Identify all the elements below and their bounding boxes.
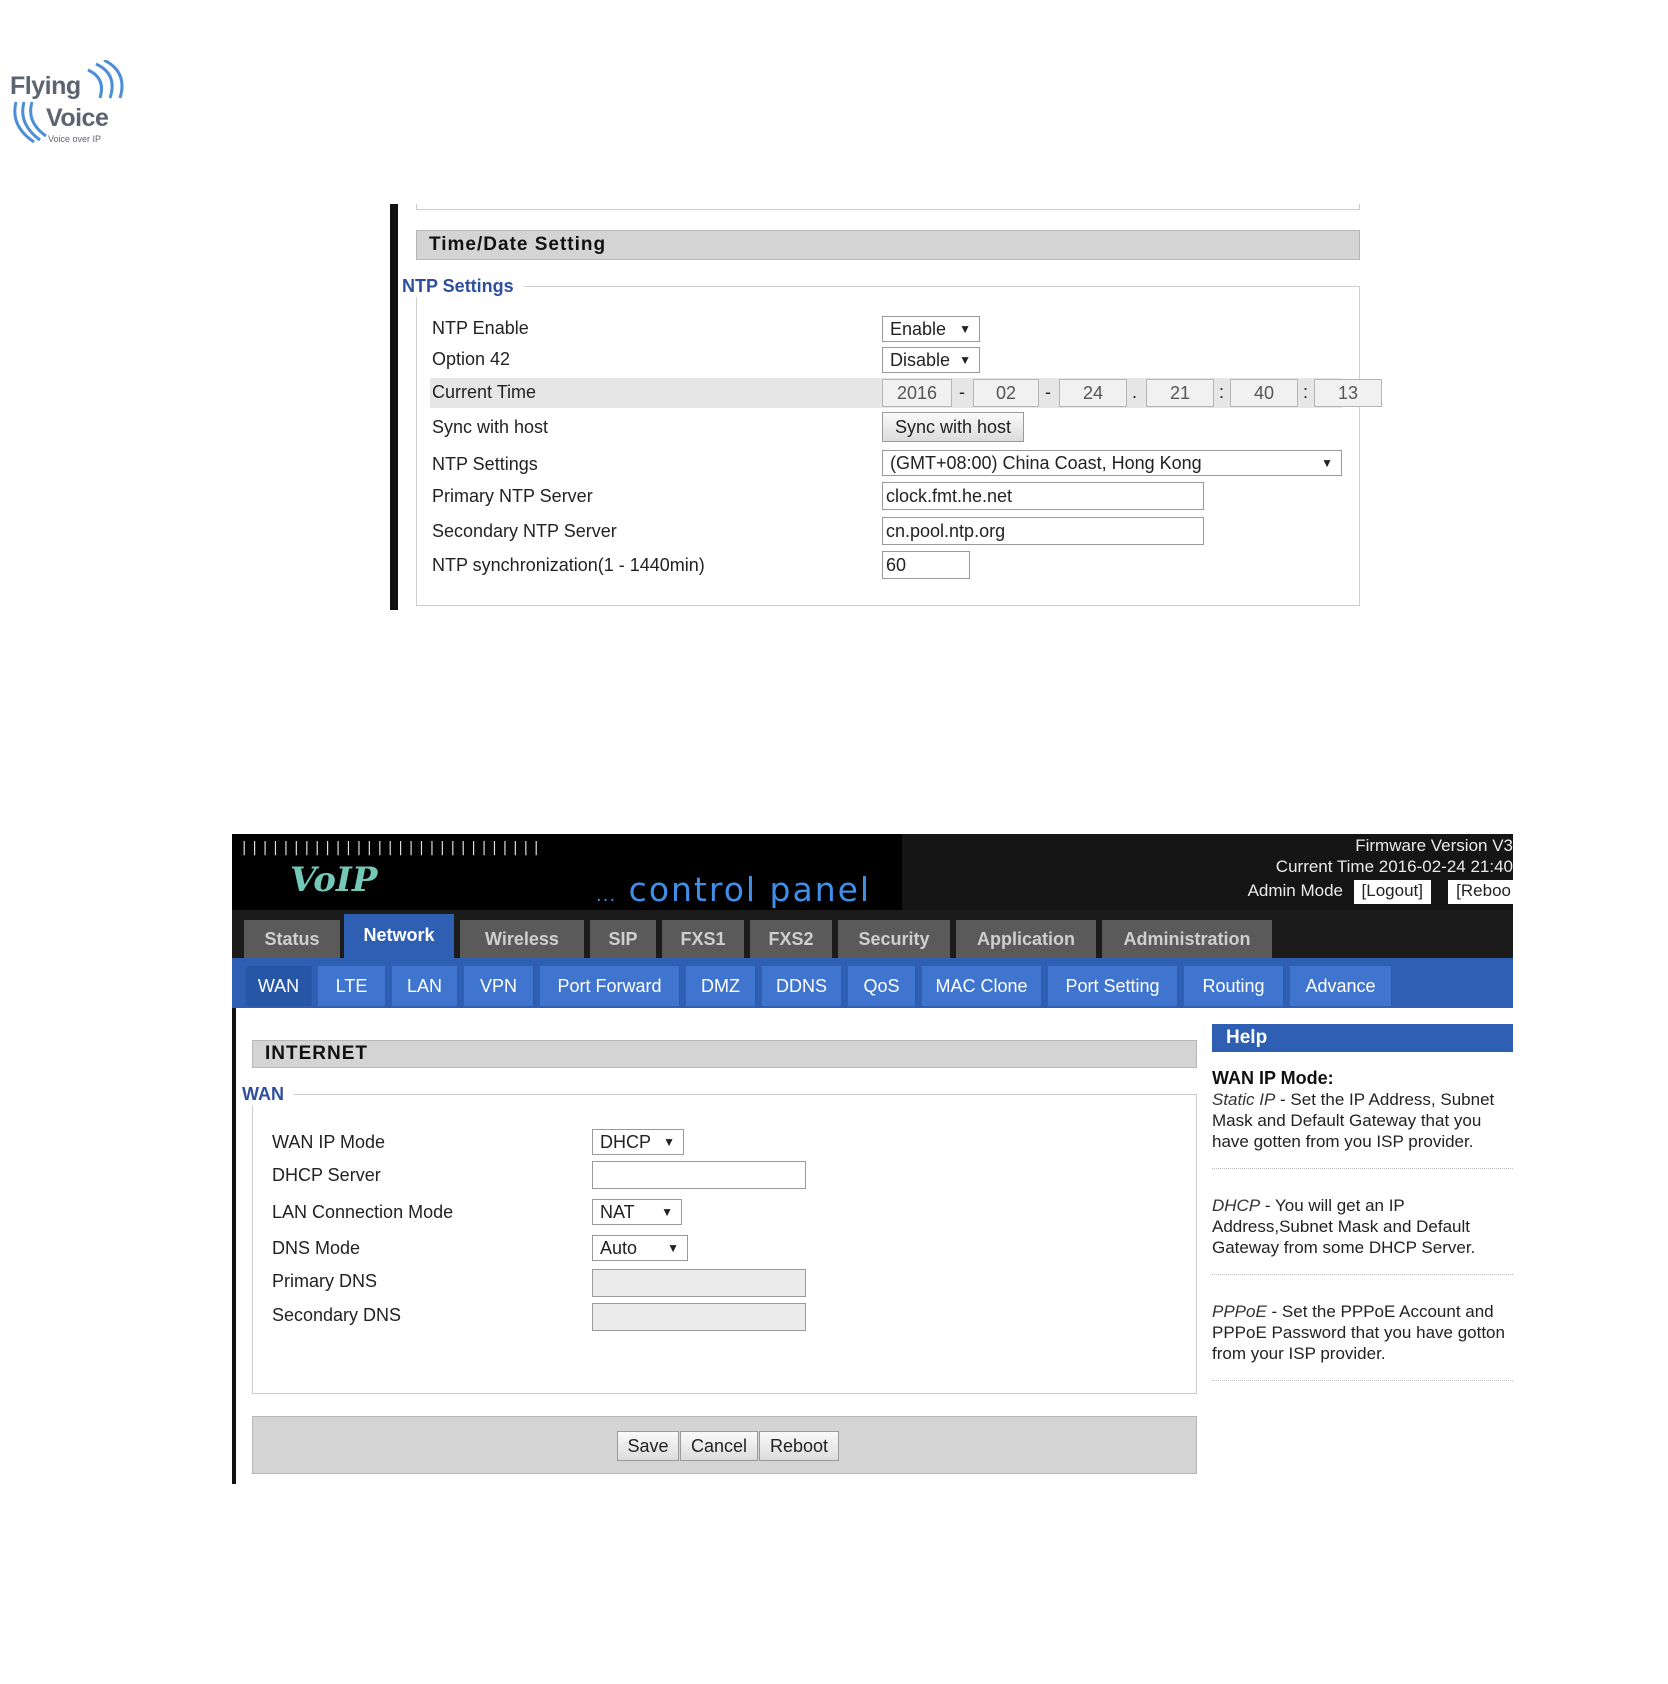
time-separator: : bbox=[1219, 382, 1225, 402]
help-term-dhcp: DHCP bbox=[1212, 1196, 1261, 1215]
help-text-static-ip: - Set the IP Address, Subnet Mask and Default Gateway that you have gotten from you ISP provider. bbox=[1212, 1090, 1495, 1151]
help-text-pppoe: - Set the PPPoE Account and PPPoE Password that you have gotton from your ISP provider. bbox=[1212, 1302, 1505, 1363]
header-current-time: Current Time 2016-02-24 21:40 bbox=[1275, 857, 1513, 876]
tab-status[interactable]: Status bbox=[244, 920, 340, 958]
ntp-settings-legend: NTP Settings bbox=[402, 276, 524, 297]
subtab-port-setting[interactable]: Port Setting bbox=[1048, 966, 1178, 1006]
main-nav bbox=[232, 910, 1513, 958]
help-text-dhcp: - You will get an IP Address,Subnet Mask and Default Gateway from some DHCP Server. bbox=[1212, 1196, 1476, 1257]
timezone-select[interactable] bbox=[882, 450, 1342, 476]
logout-link[interactable]: [Logout] bbox=[1354, 880, 1431, 904]
tab-fxs2[interactable]: FXS2 bbox=[750, 920, 832, 958]
dropdown-arrow-icon: ▼ bbox=[667, 1241, 679, 1255]
signal-waves-icon-lower bbox=[12, 100, 48, 144]
dropdown-arrow-icon: ▼ bbox=[959, 353, 971, 367]
voip-control-panel bbox=[232, 834, 1513, 1484]
ntp-enable-label: NTP Enable bbox=[432, 318, 529, 338]
subtab-wan[interactable]: WAN bbox=[246, 966, 312, 1006]
lan-connection-mode-label: LAN Connection Mode bbox=[272, 1202, 454, 1222]
help-static-ip bbox=[1212, 1089, 1513, 1169]
hour-field[interactable]: 21 bbox=[1146, 379, 1214, 407]
voip-brand: VoIP bbox=[290, 860, 378, 900]
logo-line-2: Voice bbox=[46, 104, 109, 132]
panel-header bbox=[232, 834, 1513, 910]
date-time-separator: . bbox=[1132, 382, 1138, 402]
help-pppoe bbox=[1212, 1301, 1513, 1381]
subtab-ddns[interactable]: DDNS bbox=[762, 966, 842, 1006]
tab-security[interactable]: Security bbox=[838, 920, 950, 958]
wan-ip-mode-select[interactable] bbox=[592, 1129, 684, 1155]
date-separator: - bbox=[1045, 382, 1051, 402]
ntp-enable-select[interactable] bbox=[882, 316, 980, 342]
dropdown-arrow-icon: ▼ bbox=[663, 1135, 675, 1149]
option42-select[interactable] bbox=[882, 347, 980, 373]
tab-sip[interactable]: SIP bbox=[590, 920, 656, 958]
logo-tagline: Voice over IP bbox=[48, 134, 102, 144]
help-panel bbox=[1212, 1024, 1513, 1407]
time-separator: : bbox=[1303, 382, 1309, 402]
primary-dns-label: Primary DNS bbox=[272, 1271, 378, 1291]
subtab-mac-clone[interactable]: MAC Clone bbox=[922, 966, 1042, 1006]
subtab-dmz[interactable]: DMZ bbox=[686, 966, 756, 1006]
admin-mode: Admin Mode bbox=[1247, 881, 1343, 900]
option42-label: Option 42 bbox=[432, 349, 511, 369]
header-decoration: ||||||||||||||||||||||||||||| bbox=[240, 840, 543, 856]
subtab-qos[interactable]: QoS bbox=[848, 966, 916, 1006]
minute-field[interactable]: 40 bbox=[1230, 379, 1298, 407]
firmware-version: Firmware Version V3 bbox=[1355, 836, 1513, 855]
time-date-panel bbox=[390, 204, 1360, 610]
day-field[interactable]: 24 bbox=[1059, 379, 1127, 407]
date-separator: - bbox=[959, 382, 965, 402]
cancel-button[interactable]: Cancel bbox=[680, 1431, 758, 1461]
primary-ntp-label: Primary NTP Server bbox=[432, 486, 593, 506]
subtab-advance[interactable]: Advance bbox=[1290, 966, 1392, 1006]
dropdown-arrow-icon: ▼ bbox=[661, 1205, 673, 1219]
logo-line-1: Flying bbox=[10, 72, 81, 100]
section-title-bar: Time/Date Setting bbox=[416, 230, 1360, 260]
subtab-routing[interactable]: Routing bbox=[1184, 966, 1284, 1006]
year-field[interactable]: 2016 bbox=[882, 379, 952, 407]
help-term-pppoe: PPPoE bbox=[1212, 1302, 1267, 1321]
sync-label: Sync with host bbox=[432, 417, 549, 437]
option42-value: Disable bbox=[890, 350, 951, 370]
dns-mode-label: DNS Mode bbox=[272, 1238, 361, 1258]
ntp-enable-value: Enable bbox=[890, 319, 947, 339]
sub-nav bbox=[232, 958, 1513, 1008]
help-title: Help bbox=[1212, 1024, 1513, 1052]
wan-ip-mode-value: DHCP bbox=[600, 1132, 652, 1152]
help-heading: WAN IP Mode: bbox=[1212, 1068, 1334, 1088]
dns-mode-select[interactable] bbox=[592, 1235, 688, 1261]
secondary-dns-label: Secondary DNS bbox=[272, 1305, 402, 1325]
subtitle-text: control panel bbox=[628, 870, 872, 909]
timezone-value: (GMT+08:00) China Coast, Hong Kong bbox=[890, 453, 1202, 473]
tab-network[interactable]: Network bbox=[344, 914, 454, 958]
wan-ip-mode-label: WAN IP Mode bbox=[272, 1132, 386, 1152]
header-info bbox=[902, 834, 1513, 910]
month-field[interactable]: 02 bbox=[973, 379, 1039, 407]
current-time-label: Current Time bbox=[432, 382, 537, 402]
tab-wireless[interactable]: Wireless bbox=[460, 920, 584, 958]
tab-fxs1[interactable]: FXS1 bbox=[662, 920, 744, 958]
second-field[interactable]: 13 bbox=[1314, 379, 1382, 407]
save-button[interactable]: Save bbox=[617, 1431, 679, 1461]
dhcp-server-label: DHCP Server bbox=[272, 1165, 381, 1185]
dropdown-arrow-icon: ▼ bbox=[959, 322, 971, 336]
subtab-port-forward[interactable]: Port Forward bbox=[540, 966, 680, 1006]
dropdown-arrow-icon: ▼ bbox=[1321, 456, 1333, 470]
reboot-link[interactable]: [Reboo bbox=[1448, 880, 1513, 904]
signal-waves-icon bbox=[84, 60, 124, 100]
tab-administration[interactable]: Administration bbox=[1102, 920, 1272, 958]
dns-mode-value: Auto bbox=[600, 1238, 638, 1258]
subtitle-dots: ... bbox=[596, 885, 617, 906]
help-term-static-ip: Static IP bbox=[1212, 1090, 1276, 1109]
tab-application[interactable]: Application bbox=[956, 920, 1096, 958]
sync-interval-label: NTP synchronization(1 - 1440min) bbox=[432, 555, 705, 575]
previous-fieldset-bottom bbox=[416, 204, 1360, 210]
lan-connection-mode-select[interactable] bbox=[592, 1199, 682, 1225]
flying-voice-logo bbox=[10, 60, 120, 152]
secondary-ntp-input[interactable]: cn.pool.ntp.org bbox=[882, 517, 1204, 545]
subtab-lte[interactable]: LTE bbox=[318, 966, 386, 1006]
primary-dns-input[interactable] bbox=[592, 1269, 806, 1297]
subtab-lan[interactable]: LAN bbox=[392, 966, 458, 1006]
secondary-dns-input[interactable] bbox=[592, 1303, 806, 1331]
secondary-ntp-label: Secondary NTP Server bbox=[432, 521, 617, 541]
dhcp-server-input[interactable] bbox=[592, 1161, 806, 1189]
subtab-vpn[interactable]: VPN bbox=[464, 966, 534, 1006]
sync-interval-input[interactable]: 60 bbox=[882, 551, 970, 579]
lan-connection-mode-value: NAT bbox=[600, 1202, 635, 1222]
reboot-button[interactable]: Reboot bbox=[759, 1431, 839, 1461]
sync-with-host-button[interactable]: Sync with host bbox=[882, 412, 1024, 442]
primary-ntp-input[interactable]: clock.fmt.he.net bbox=[882, 482, 1204, 510]
ntp-timezone-label: NTP Settings bbox=[432, 454, 538, 474]
left-border-bar bbox=[390, 204, 398, 610]
wan-fieldset bbox=[252, 1094, 1197, 1394]
help-dhcp bbox=[1212, 1195, 1513, 1275]
control-panel-title bbox=[596, 870, 871, 909]
wan-legend: WAN bbox=[242, 1084, 294, 1105]
internet-section-bar: INTERNET bbox=[252, 1040, 1197, 1068]
